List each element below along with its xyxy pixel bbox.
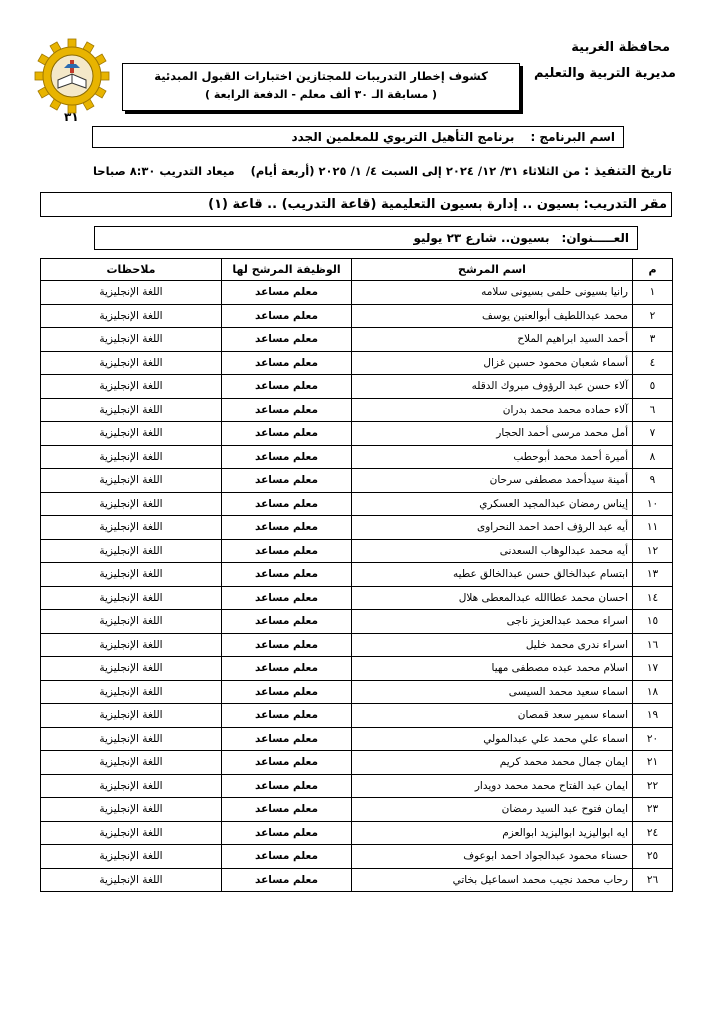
candidate-job: معلم مساعد xyxy=(222,586,352,610)
candidate-note: اللغة الإنجليزية xyxy=(41,704,222,728)
execution-label: تاريخ التنفيذ : xyxy=(584,163,672,179)
table-row xyxy=(41,516,673,540)
table-body xyxy=(41,281,673,892)
table-row xyxy=(41,563,673,587)
candidate-job: معلم مساعد xyxy=(222,751,352,775)
table-row xyxy=(41,375,673,399)
candidate-job: معلم مساعد xyxy=(222,727,352,751)
candidate-job: معلم مساعد xyxy=(222,704,352,728)
row-number: ٢٢ xyxy=(633,774,673,798)
page-number: ٣١ xyxy=(64,110,79,124)
venue-value: بسيون .. إدارة بسيون التعليمية (قاعة التدريب) .. قاعة (١) xyxy=(208,197,580,212)
table-row xyxy=(41,821,673,845)
candidate-note: اللغة الإنجليزية xyxy=(41,328,222,352)
candidate-job: معلم مساعد xyxy=(222,351,352,375)
candidate-name: أيه عبد الرؤف احمد احمد النحراوى xyxy=(352,516,633,540)
address-value: بسيون.. شارع ٢٣ يوليو xyxy=(413,231,550,245)
program-box xyxy=(92,126,624,148)
candidate-name: ايمان عبد الفتاح محمد محمد دويدار xyxy=(352,774,633,798)
candidates-table xyxy=(40,258,673,892)
candidate-note: اللغة الإنجليزية xyxy=(41,351,222,375)
table-row xyxy=(41,868,673,892)
candidate-name: أسماء شعبان محمود حسين غزال xyxy=(352,351,633,375)
program-label: اسم البرنامج : xyxy=(530,130,615,144)
candidate-note: اللغة الإنجليزية xyxy=(41,868,222,892)
candidate-job: معلم مساعد xyxy=(222,328,352,352)
table-header-row xyxy=(41,259,673,281)
row-number: ٦ xyxy=(633,398,673,422)
candidate-note: اللغة الإنجليزية xyxy=(41,727,222,751)
candidate-note: اللغة الإنجليزية xyxy=(41,445,222,469)
address-label: العـــــنوان: xyxy=(561,231,629,245)
candidate-note: اللغة الإنجليزية xyxy=(41,774,222,798)
table-row xyxy=(41,751,673,775)
address-box xyxy=(94,226,638,250)
row-number: ٩ xyxy=(633,469,673,493)
candidate-note: اللغة الإنجليزية xyxy=(41,610,222,634)
row-number: ١٢ xyxy=(633,539,673,563)
row-number: ١٤ xyxy=(633,586,673,610)
row-number: ٣ xyxy=(633,328,673,352)
table-row xyxy=(41,586,673,610)
row-number: ١٠ xyxy=(633,492,673,516)
row-number: ٢٤ xyxy=(633,821,673,845)
candidate-job: معلم مساعد xyxy=(222,445,352,469)
table-row xyxy=(41,351,673,375)
candidate-name: اسراء محمد عبدالعزيز ناجى xyxy=(352,610,633,634)
venue-box xyxy=(40,192,672,217)
candidate-job: معلم مساعد xyxy=(222,304,352,328)
table-row xyxy=(41,422,673,446)
venue-label: مقر التدريب: xyxy=(583,197,667,212)
candidate-job: معلم مساعد xyxy=(222,492,352,516)
candidate-name: احسان محمد عطاالله عبدالمعطى هلال xyxy=(352,586,633,610)
document-title-box xyxy=(122,63,520,111)
candidate-job: معلم مساعد xyxy=(222,563,352,587)
table-row xyxy=(41,798,673,822)
table-row xyxy=(41,680,673,704)
candidate-job: معلم مساعد xyxy=(222,610,352,634)
candidate-job: معلم مساعد xyxy=(222,868,352,892)
candidate-note: اللغة الإنجليزية xyxy=(41,375,222,399)
candidate-name: أمل محمد مرسى أحمد الحجار xyxy=(352,422,633,446)
row-number: ٧ xyxy=(633,422,673,446)
row-number: ١٩ xyxy=(633,704,673,728)
table-row xyxy=(41,657,673,681)
training-time-value: ٨:٣٠ صباحا xyxy=(92,164,156,178)
candidate-job: معلم مساعد xyxy=(222,375,352,399)
row-number: ١ xyxy=(633,281,673,305)
candidate-note: اللغة الإنجليزية xyxy=(41,469,222,493)
row-number: ٢٦ xyxy=(633,868,673,892)
document-subtitle: ( مسابقة الـ ٣٠ ألف معلم - الدفعة الرابعة ) xyxy=(204,88,438,101)
candidate-note: اللغة الإنجليزية xyxy=(41,845,222,869)
execution-duration: (أربعة أيام) xyxy=(250,164,315,178)
row-number: ١٨ xyxy=(633,680,673,704)
candidate-job: معلم مساعد xyxy=(222,539,352,563)
row-number: ٨ xyxy=(633,445,673,469)
candidate-name: حسناء محمود عبدالجواد احمد ابوعوف xyxy=(352,845,633,869)
candidate-name: اسماء سعيد محمد السيسى xyxy=(352,680,633,704)
candidate-name: أحمد السيد ابراهيم الملاح xyxy=(352,328,633,352)
row-number: ٢ xyxy=(633,304,673,328)
candidate-job: معلم مساعد xyxy=(222,422,352,446)
candidate-name: محمد عبداللطيف أبوالعنين يوسف xyxy=(352,304,633,328)
candidate-job: معلم مساعد xyxy=(222,469,352,493)
candidate-note: اللغة الإنجليزية xyxy=(41,798,222,822)
header-name: اسم المرشح xyxy=(352,259,633,281)
table-row xyxy=(41,328,673,352)
candidate-note: اللغة الإنجليزية xyxy=(41,680,222,704)
header-job: الوظيفة المرشح لها xyxy=(222,259,352,281)
document-title: كشوف إخطار التدريبات للمجتازين اختبارات القبول المبدئية xyxy=(154,69,488,83)
candidate-name: اسماء علي محمد علي عبدالمولي xyxy=(352,727,633,751)
candidate-note: اللغة الإنجليزية xyxy=(41,586,222,610)
candidate-name: ايمان فتوح عبد السيد رمضان xyxy=(352,798,633,822)
candidate-job: معلم مساعد xyxy=(222,680,352,704)
table-row xyxy=(41,633,673,657)
candidate-note: اللغة الإنجليزية xyxy=(41,821,222,845)
candidate-name: رحاب محمد نجيب محمد اسماعيل بخاتي xyxy=(352,868,633,892)
table-row xyxy=(41,727,673,751)
candidate-name: ابتسام عبدالخالق حسن عبدالخالق عطيه xyxy=(352,563,633,587)
candidate-name: إيناس رمضان عبدالمجيد العسكري xyxy=(352,492,633,516)
candidate-note: اللغة الإنجليزية xyxy=(41,398,222,422)
table-row xyxy=(41,539,673,563)
row-number: ٢٠ xyxy=(633,727,673,751)
table-row xyxy=(41,845,673,869)
candidate-name: ايه ابواليزيد ابواليزيد ابوالعزم xyxy=(352,821,633,845)
table-row xyxy=(41,304,673,328)
table-row xyxy=(41,281,673,305)
candidate-name: آلاء حسن عبد الرؤوف مبروك الدقله xyxy=(352,375,633,399)
table-row xyxy=(41,704,673,728)
candidate-job: معلم مساعد xyxy=(222,516,352,540)
candidate-job: معلم مساعد xyxy=(222,774,352,798)
row-number: ٢٥ xyxy=(633,845,673,869)
candidate-name: آلاء حماده محمد محمد بدران xyxy=(352,398,633,422)
candidate-note: اللغة الإنجليزية xyxy=(41,633,222,657)
candidate-name: ايمان جمال محمد محمد كريم xyxy=(352,751,633,775)
candidate-name: أميرة أحمد محمد أبوحطب xyxy=(352,445,633,469)
table-row xyxy=(41,469,673,493)
header-notes: ملاحظات xyxy=(41,259,222,281)
execution-date-line xyxy=(40,160,672,182)
candidate-name: رانيا بسيونى حلمى بسيونى سلامه xyxy=(352,281,633,305)
execution-date-range: من الثلاثاء ٣١/ ١٢/ ٢٠٢٤ إلى السبت ٤/ ١/ ٢٠٢٥ xyxy=(318,164,581,178)
candidate-name: اسراء ندرى محمد خليل xyxy=(352,633,633,657)
candidate-job: معلم مساعد xyxy=(222,821,352,845)
candidate-note: اللغة الإنجليزية xyxy=(41,422,222,446)
candidate-job: معلم مساعد xyxy=(222,798,352,822)
candidate-note: اللغة الإنجليزية xyxy=(41,751,222,775)
candidate-name: اسماء سمير سعد قمصان xyxy=(352,704,633,728)
candidate-job: معلم مساعد xyxy=(222,845,352,869)
candidate-note: اللغة الإنجليزية xyxy=(41,563,222,587)
candidate-note: اللغة الإنجليزية xyxy=(41,516,222,540)
governorate-name: محافظة الغربية xyxy=(571,40,670,55)
row-number: ١٦ xyxy=(633,633,673,657)
table-row xyxy=(41,398,673,422)
row-number: ٥ xyxy=(633,375,673,399)
candidate-name: أيه محمد عبدالوهاب السعدنى xyxy=(352,539,633,563)
candidate-job: معلم مساعد xyxy=(222,398,352,422)
candidate-note: اللغة الإنجليزية xyxy=(41,539,222,563)
directorate-name: مديرية التربية والتعليم xyxy=(533,66,676,81)
candidate-note: اللغة الإنجليزية xyxy=(41,304,222,328)
row-number: ١٣ xyxy=(633,563,673,587)
candidate-name: أمينة سيدأحمد مصطفى سرحان xyxy=(352,469,633,493)
header-num: م xyxy=(633,259,673,281)
candidate-job: معلم مساعد xyxy=(222,281,352,305)
row-number: ٢١ xyxy=(633,751,673,775)
candidate-note: اللغة الإنجليزية xyxy=(41,492,222,516)
program-name: برنامج التأهيل التربوي للمعلمين الجدد xyxy=(291,130,515,144)
row-number: ١١ xyxy=(633,516,673,540)
row-number: ٤ xyxy=(633,351,673,375)
table-row xyxy=(41,774,673,798)
row-number: ١٧ xyxy=(633,657,673,681)
candidate-name: اسلام محمد عبده مصطفى مهيا xyxy=(352,657,633,681)
table-row xyxy=(41,492,673,516)
training-time-label: ميعاد التدريب xyxy=(159,164,235,178)
candidate-note: اللغة الإنجليزية xyxy=(41,657,222,681)
row-number: ١٥ xyxy=(633,610,673,634)
table-row xyxy=(41,610,673,634)
candidate-job: معلم مساعد xyxy=(222,633,352,657)
table-row xyxy=(41,445,673,469)
ministry-logo-icon xyxy=(34,38,110,114)
candidate-note: اللغة الإنجليزية xyxy=(41,281,222,305)
candidate-job: معلم مساعد xyxy=(222,657,352,681)
row-number: ٢٣ xyxy=(633,798,673,822)
